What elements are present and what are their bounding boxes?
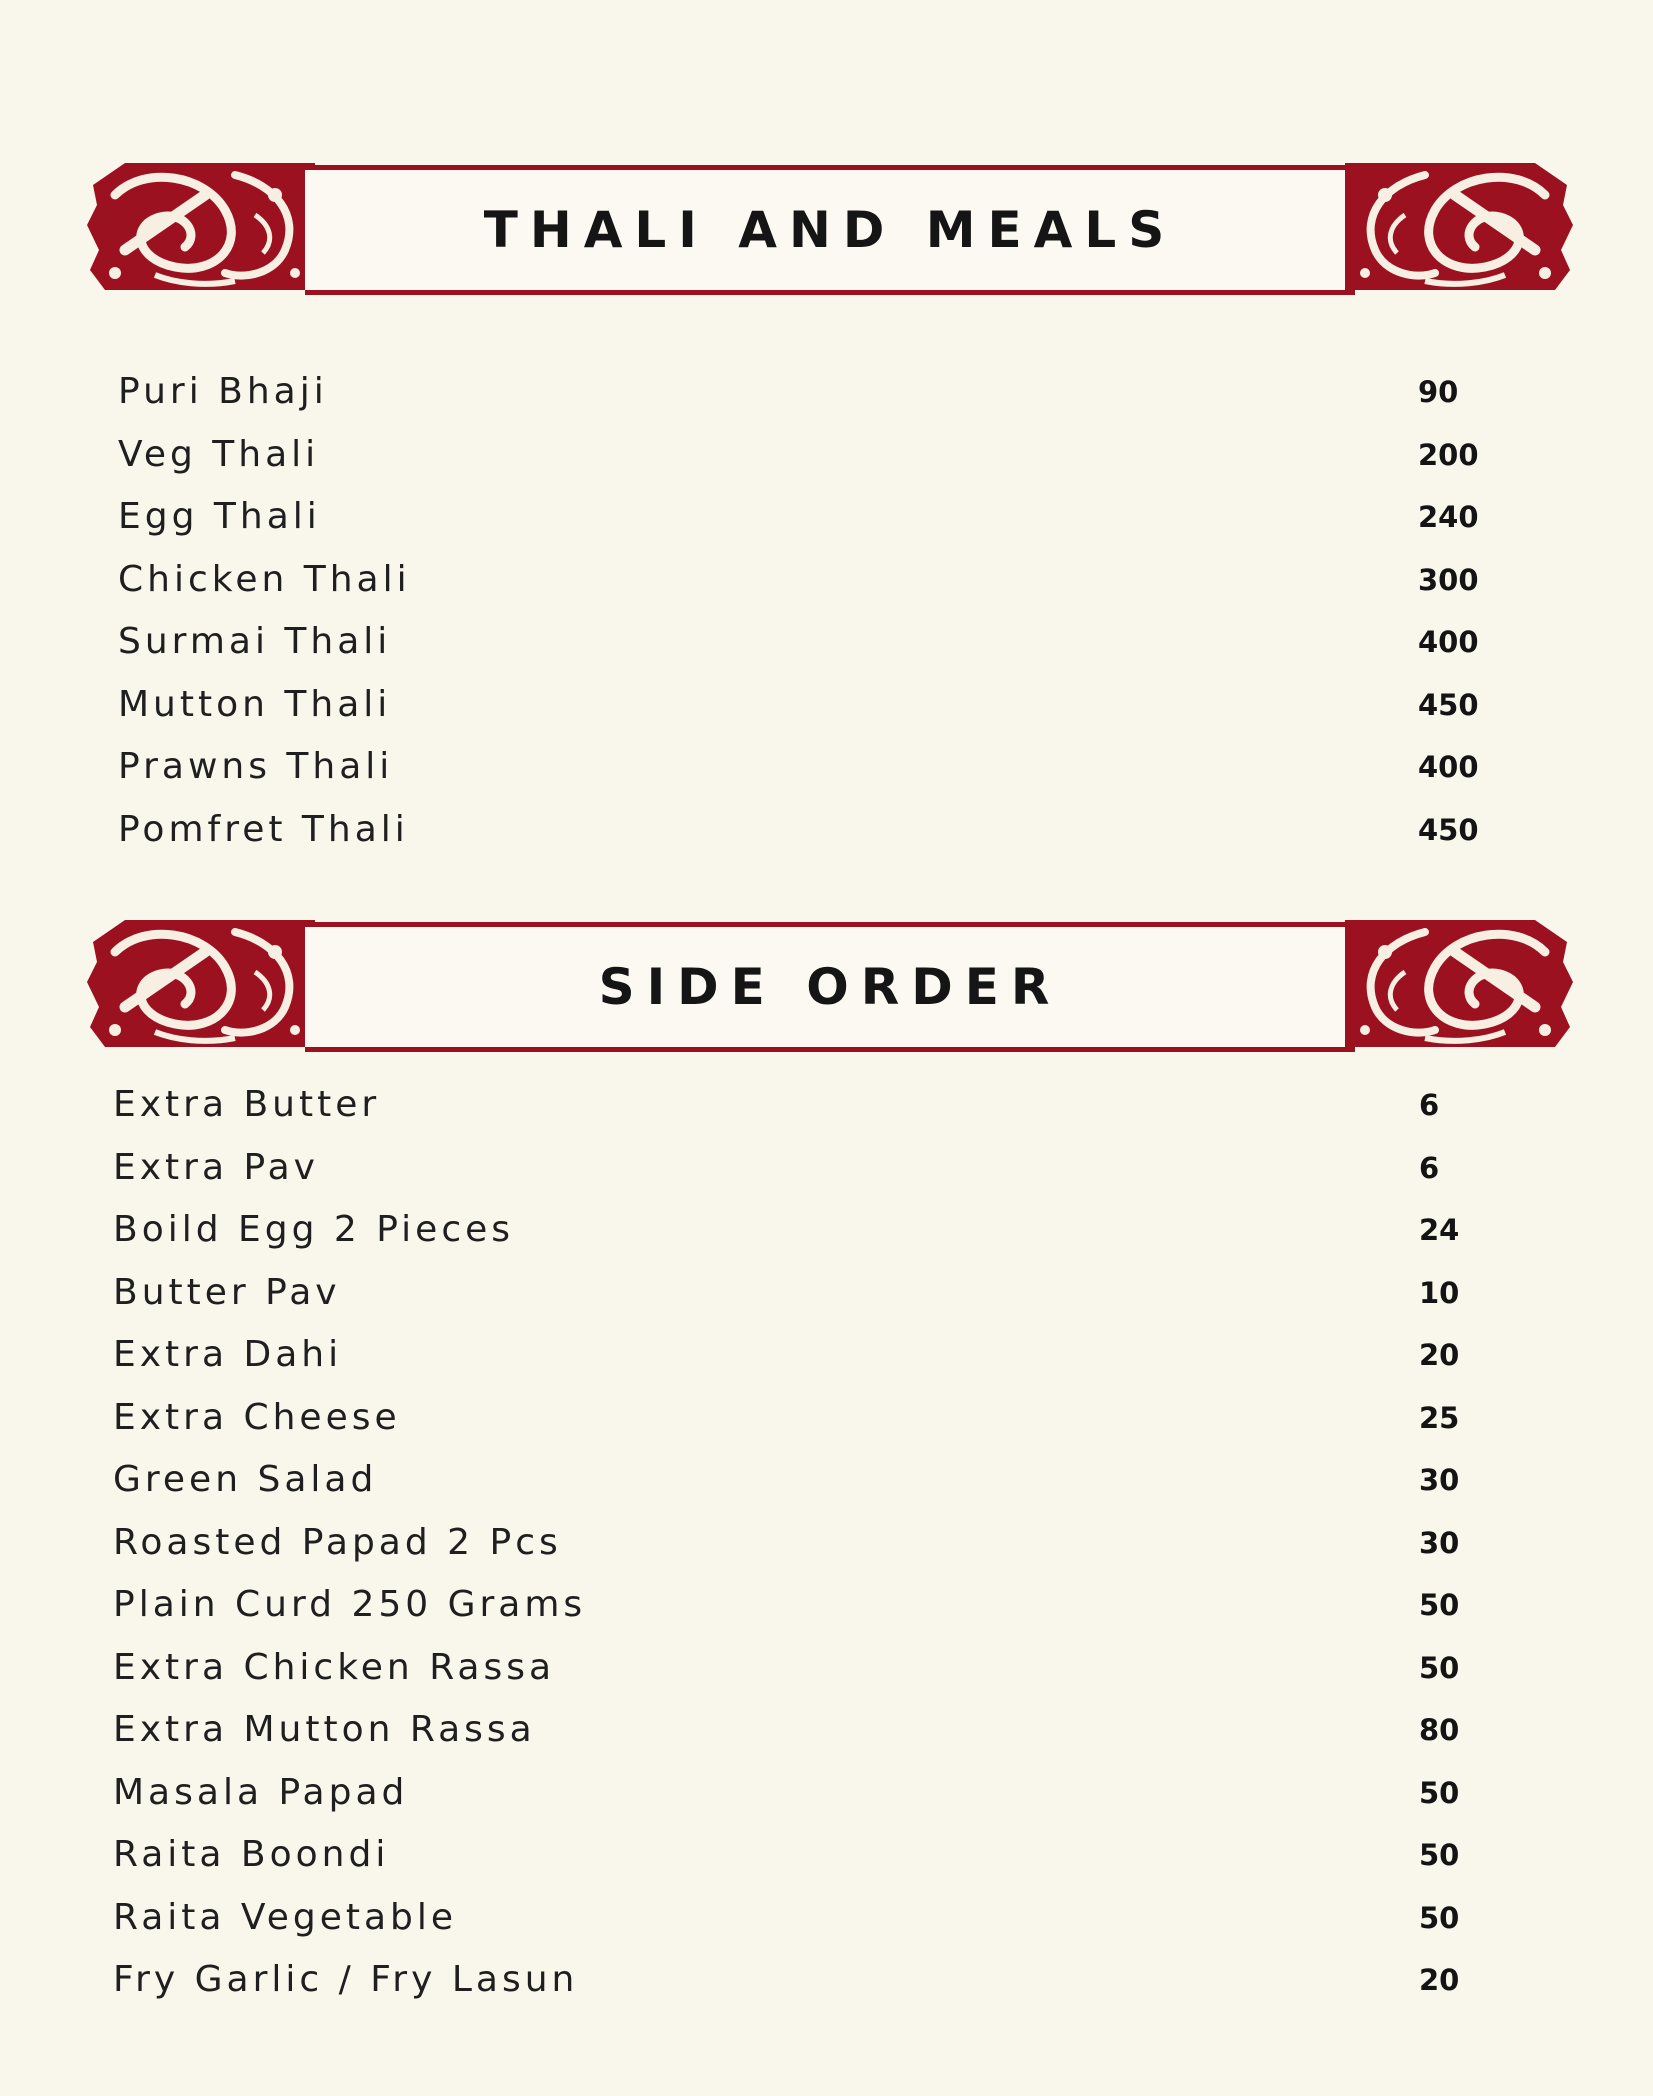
menu-item (118, 683, 1518, 746)
menu-item (118, 495, 1518, 558)
item-price: 80 (1419, 1713, 1460, 1747)
menu-item (113, 1083, 1513, 1146)
floral-scroll-ornament-icon (1343, 155, 1575, 295)
item-price: 30 (1419, 1525, 1460, 1560)
item-name: Chicken Thali (118, 558, 411, 600)
menu-item (118, 370, 1518, 433)
item-name: Extra Chicken Rassa (113, 1646, 556, 1688)
side-order-item-list (113, 1083, 1513, 2021)
menu-item (113, 1521, 1513, 1584)
item-name: Puri Bhaji (118, 371, 328, 412)
menu-item (118, 433, 1518, 496)
menu-item (113, 1708, 1513, 1771)
item-price: 200 (1418, 437, 1479, 472)
item-price: 6 (1419, 1088, 1440, 1122)
thali-item-list (118, 370, 1518, 870)
item-name: Raita Vegetable (113, 1896, 458, 1938)
item-name: Veg Thali (118, 433, 320, 475)
item-name: Fry Garlic / Fry Lasun (113, 1959, 579, 2000)
menu-item (113, 1771, 1513, 1834)
item-name: Surmai Thali (118, 621, 392, 662)
item-name: Roasted Papad 2 Pcs (113, 1521, 562, 1563)
menu-item (113, 1833, 1513, 1896)
section-title: SIDE ORDER (598, 958, 1062, 1016)
item-name: Extra Dahi (113, 1334, 343, 1375)
item-price: 50 (1419, 1838, 1460, 1872)
item-price: 450 (1418, 812, 1479, 847)
item-name: Plain Curd 250 Grams (113, 1584, 587, 1625)
section-header-side-order (85, 912, 1575, 1052)
menu-item (113, 1583, 1513, 1646)
menu-item (118, 558, 1518, 621)
item-price: 400 (1418, 750, 1479, 784)
item-name: Extra Cheese (113, 1396, 401, 1438)
item-price: 300 (1418, 562, 1479, 597)
item-price: 50 (1419, 1650, 1460, 1685)
menu-item (113, 1396, 1513, 1459)
floral-scroll-ornament-icon (85, 155, 317, 295)
item-name: Mutton Thali (118, 683, 392, 725)
section-title-banner (305, 165, 1355, 295)
item-name: Boild Egg 2 Pieces (113, 1209, 515, 1250)
item-price: 20 (1419, 1338, 1460, 1372)
item-name: Butter Pav (113, 1271, 341, 1313)
item-price: 10 (1419, 1275, 1460, 1310)
item-price: 50 (1419, 1775, 1460, 1810)
menu-item (118, 808, 1518, 871)
item-price: 400 (1418, 625, 1479, 659)
floral-scroll-ornament-icon (85, 912, 317, 1052)
menu-item (113, 1646, 1513, 1709)
item-price: 20 (1419, 1963, 1460, 1997)
menu-item (113, 1146, 1513, 1209)
item-price: 50 (1419, 1588, 1460, 1622)
item-price: 450 (1418, 687, 1479, 722)
item-name: Egg Thali (118, 496, 321, 537)
menu-item (118, 745, 1518, 808)
menu-item (113, 1271, 1513, 1334)
item-name: Pomfret Thali (118, 808, 409, 850)
item-price: 240 (1418, 500, 1479, 534)
item-name: Green Salad (113, 1459, 378, 1500)
section-title: THALI AND MEALS (483, 201, 1177, 259)
item-price: 6 (1419, 1150, 1440, 1185)
menu-item (113, 1208, 1513, 1271)
item-price: 25 (1419, 1400, 1460, 1435)
item-name: Extra Butter (113, 1084, 381, 1125)
menu-item (113, 1958, 1513, 2021)
item-price: 50 (1419, 1900, 1460, 1935)
section-title-banner (305, 922, 1355, 1052)
item-name: Extra Mutton Rassa (113, 1709, 536, 1750)
item-price: 30 (1419, 1463, 1460, 1497)
floral-scroll-ornament-icon (1343, 912, 1575, 1052)
menu-item (113, 1458, 1513, 1521)
item-name: Extra Pav (113, 1146, 319, 1188)
item-name: Raita Boondi (113, 1834, 390, 1875)
menu-item (113, 1333, 1513, 1396)
menu-item (113, 1896, 1513, 1959)
item-name: Prawns Thali (118, 746, 394, 787)
section-header-thali (85, 155, 1575, 295)
menu-item (118, 620, 1518, 683)
item-name: Masala Papad (113, 1771, 409, 1813)
item-price: 24 (1419, 1213, 1460, 1247)
item-price: 90 (1418, 375, 1459, 409)
